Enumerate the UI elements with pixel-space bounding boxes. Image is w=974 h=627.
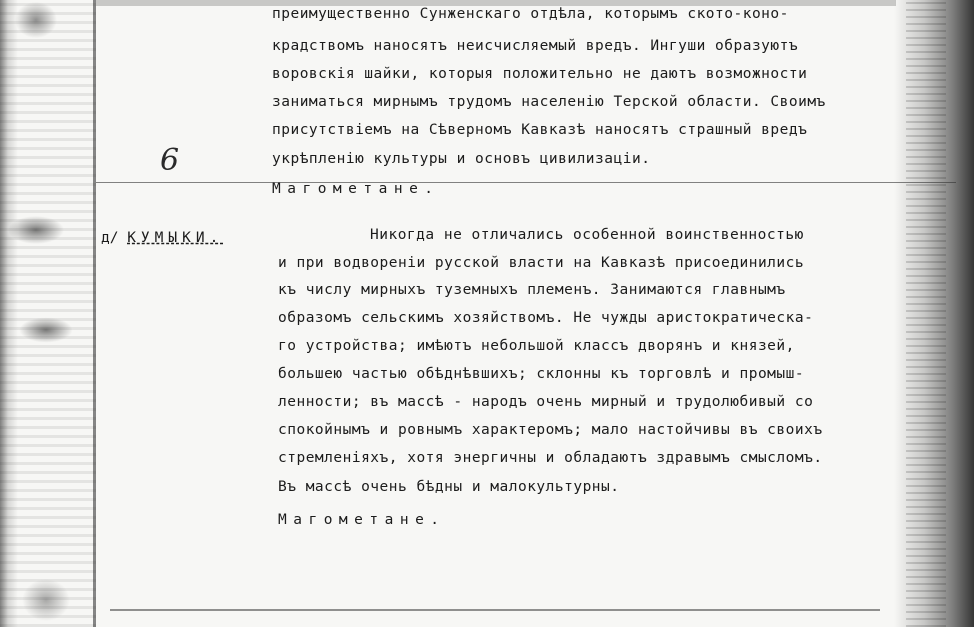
- text-line: заниматься мирнымъ трудомъ населенію Терской области. Своимъ: [272, 94, 826, 110]
- text-line: преимущественно Сунженскаго отдѣла, которымъ ското-коно-: [272, 6, 789, 22]
- text-line: воровскія шайки, которыя положительно не даютъ возможности: [272, 66, 808, 82]
- religion-line: Магометане.: [272, 181, 440, 197]
- text-line: укрѣпленію культуры и основъ цивилизаціи.: [272, 151, 651, 167]
- text-line: ленности; въ массѣ - народъ очень мирный и трудолюбивый со: [278, 394, 814, 410]
- page-bottom-line: [110, 609, 880, 611]
- text-line: образомъ сельскимъ хозяйствомъ. Не чужды аристократическа-: [278, 310, 814, 326]
- text-line: присутствіемъ на Сѣверномъ Кавказѣ наносятъ страшный вредъ: [272, 122, 808, 138]
- section-heading-prefix: д/: [101, 230, 119, 246]
- text-line: Никогда не отличались особенной воинственностью: [370, 227, 804, 243]
- text-line: и при водвореніи русской власти на Кавказѣ присоединились: [278, 255, 805, 271]
- scan-right-speckle: [906, 0, 946, 627]
- text-line: спокойнымъ и ровнымъ характеромъ; мало настойчивы въ своихъ: [278, 422, 823, 438]
- text-line: большею частью обѣднѣвшихъ; склонны къ торговлѣ и промыш-: [278, 366, 805, 382]
- text-line: къ числу мирныхъ туземныхъ племенъ. Занимаются главнымъ: [278, 282, 786, 298]
- horizontal-fold-line: [96, 182, 956, 183]
- text-line: крадствомъ наносятъ неисчисляемый вредъ. Ингуши образуютъ: [272, 38, 799, 54]
- text-line: стремленіяхъ, хотя энергичны и обладаютъ здравымъ смысломъ.: [278, 450, 823, 466]
- religion-line: Магометане.: [278, 512, 446, 528]
- page-fold-line: [93, 0, 96, 627]
- section-heading: [101, 230, 223, 246]
- handwritten-section-number: 6: [160, 143, 180, 178]
- text-line: Въ массѣ очень бѣдны и малокультурны.: [278, 479, 620, 495]
- section-heading-name: КУМЫКИ.: [127, 230, 224, 246]
- text-line: го устройства; имѣютъ небольшой классъ дворянъ и князей,: [278, 338, 795, 354]
- scan-left-smudges: [6, 0, 80, 627]
